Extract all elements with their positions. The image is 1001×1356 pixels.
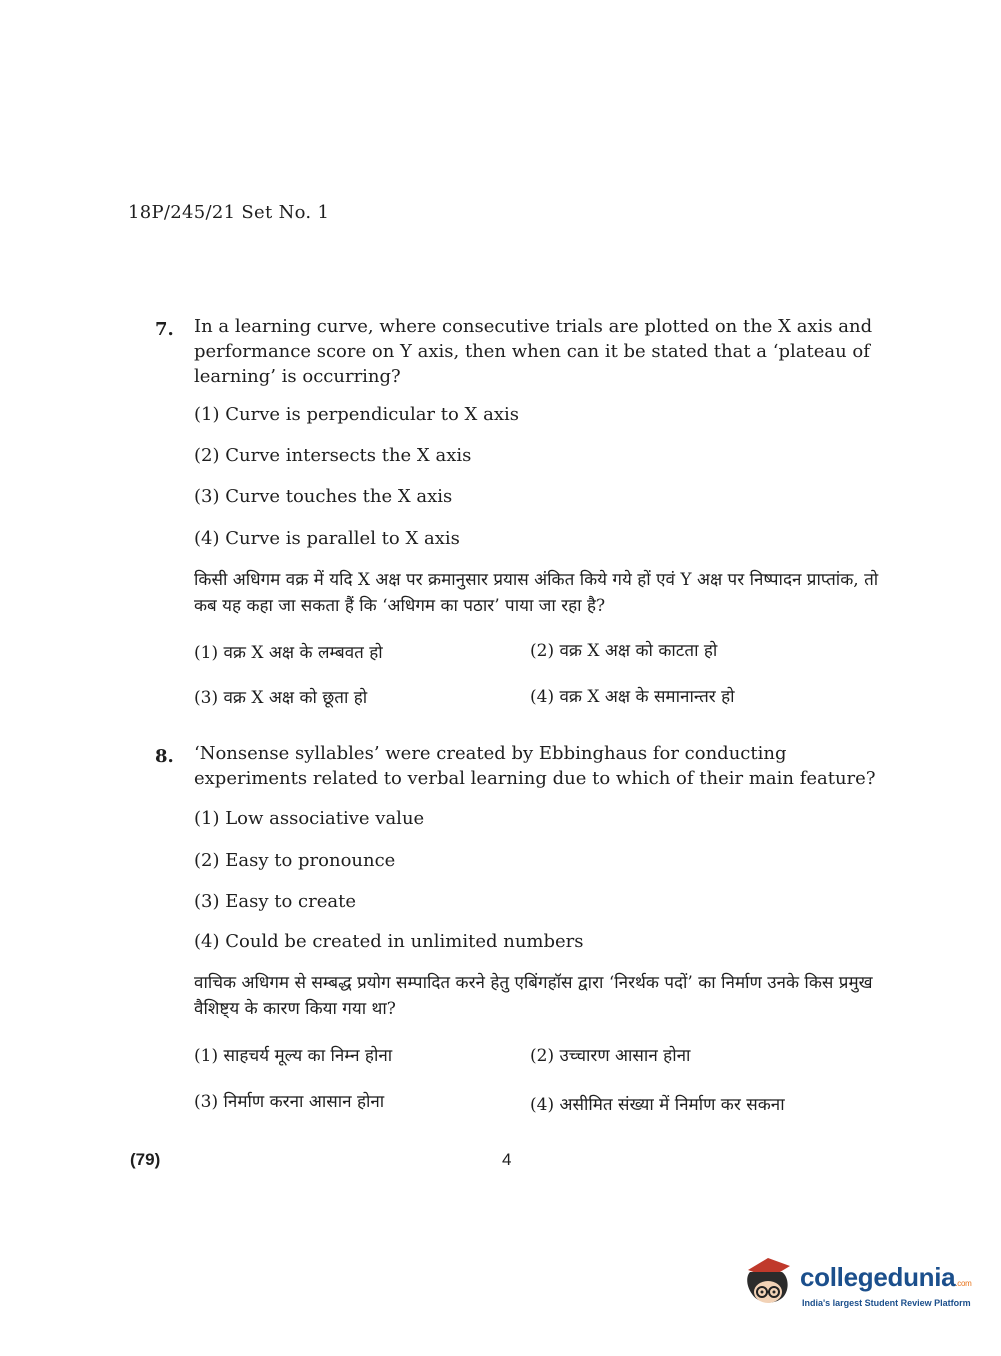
question-text-hindi: वाचिक अधिगम से सम्बद्ध प्रयोग सम्पादित करने हेतु एबिंगहॉस द्वारा ‘निरर्थक पदों’ का निर्माण उनके किस प्रमुख वैशिष्ट्य के कारण किया गया था? — [194, 973, 873, 1019]
question-text-hindi: किसी अधिगम वक्र में यदि X अक्ष पर क्रमानुसार प्रयास अंकित किये गये हों एवं Y अक्ष पर निष्पादन प्राप्तांक, तो कब यह कहा जा सकता हैं कि ‘अधिगम का पठार’ पाया जा रहा है? — [194, 570, 879, 616]
question-text: In a learning curve, where consecutive trials are plotted on the X axis and performance score on Y axis, then when can it be stated that a ‘plateau of learning’ is occurring? — [194, 316, 873, 387]
footer-code: (79) — [130, 1150, 161, 1169]
option-hindi: (3) वक्र X अक्ष को छूता हो — [194, 688, 368, 708]
option-hindi: (2) वक्र X अक्ष को काटता हो — [530, 641, 718, 661]
option-hindi: (2) उच्चारण आसान होना — [530, 1046, 691, 1066]
option: (3) Easy to create — [194, 891, 356, 912]
option-hindi: (3) निर्माण करना आसान होना — [194, 1092, 385, 1112]
collegedunia-mascot-icon — [742, 1252, 800, 1310]
option: (4) Curve is parallel to X axis — [194, 528, 460, 549]
option: (2) Curve intersects the X axis — [194, 445, 472, 466]
question-number: 8. — [155, 746, 174, 767]
option: (2) Easy to pronounce — [194, 850, 396, 871]
option-hindi: (4) असीमित संख्या में निर्माण कर सकना — [530, 1095, 785, 1115]
option-hindi: (1) साहचर्य मूल्य का निम्न होना — [194, 1046, 393, 1066]
paper-code: 18P/245/21 Set No. 1 — [128, 202, 330, 223]
option: (3) Curve touches the X axis — [194, 486, 453, 507]
option-hindi: (1) वक्र X अक्ष के लम्बवत हो — [194, 643, 383, 663]
option: (1) Curve is perpendicular to X axis — [194, 404, 519, 425]
question-text: ‘Nonsense syllables’ were created by Ebbinghaus for conducting experiments related to verbal learning due to which of their main feature? — [194, 743, 876, 789]
question-number: 7. — [155, 319, 174, 340]
brand-tagline: India's largest Student Review Platform — [802, 1298, 971, 1308]
option-hindi: (4) वक्र X अक्ष के समानान्तर हो — [530, 687, 735, 707]
option: (4) Could be created in unlimited numbers — [194, 931, 584, 952]
brand-name: collegedunia.com — [800, 1262, 972, 1292]
option: (1) Low associative value — [194, 808, 425, 829]
page-number: 4 — [502, 1150, 512, 1169]
